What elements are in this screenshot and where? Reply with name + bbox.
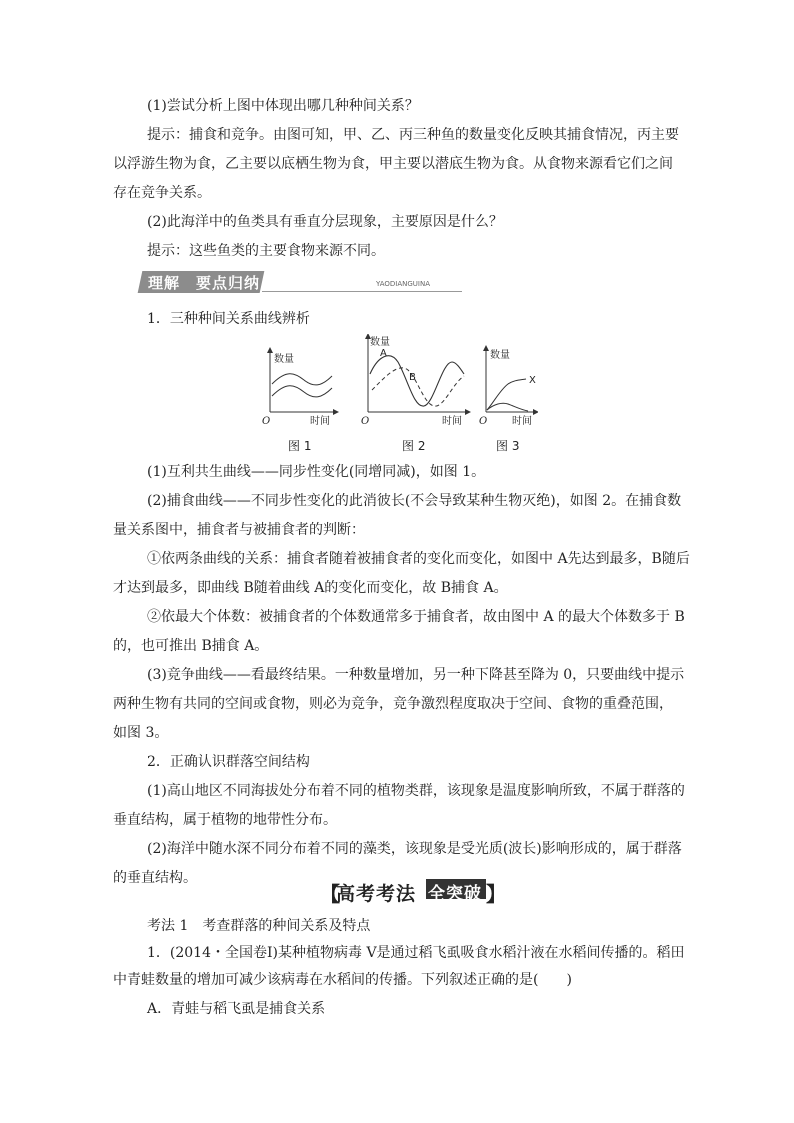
answer-1-line-2: 以浮游生物为食，乙主要以底栖生物为食，甲主要以潜底生物为食。从食物来源看它们之间 (113, 156, 673, 172)
s1-p3-line-1: ①依两条曲线的关系：捕食者随着被捕食者的变化而变化，如图中 A先达到最多，B随后 (147, 551, 690, 567)
answer-2: 提示：这些鱼类的主要食物来源不同。 (147, 243, 385, 259)
fig2-label-a: A (380, 348, 387, 359)
s1-p3-line-2: 才达到最多，即曲线 B随着曲线 A的变化而变化，故 B捕食 A。 (113, 580, 508, 596)
fig3-origin: O (479, 416, 488, 427)
heading-bracket-open: 【 (320, 882, 340, 906)
fig3-curve-other (487, 403, 528, 411)
banner-subtitle: YAODIANGUINA (376, 280, 431, 288)
banner-underline (262, 291, 462, 292)
answer-1-line-1: 提示：捕食和竞争。由图可知，甲、乙、丙三种鱼的数量变化反映其捕食情况，丙主要 (147, 127, 679, 143)
figures-diagram (258, 334, 538, 459)
s1-p2-line-1: (2)捕食曲线——不同步性变化的此消彼长(不会导致某种生物灭绝)，如图 2。在捕食数 (147, 493, 682, 509)
fig1-curve-upper (272, 374, 332, 385)
s1-p1: (1)互利共生曲线——同步性变化(同增同减)，如图 1。 (147, 464, 486, 480)
kaofa-title: 考法 1 考查群落的种间关系及特点 (147, 918, 371, 934)
fig2-caption: 图 2 (402, 439, 426, 453)
fig2-label-b: B (409, 372, 416, 383)
answer-1-line-3: 存在竞争关系。 (113, 185, 211, 201)
figure-3 (479, 348, 536, 453)
figure-1 (262, 350, 336, 453)
s2-p2-line-2: 的垂直结构。 (113, 870, 197, 886)
heading-bracket-close: 】 (486, 882, 506, 906)
s1-p4-line-2: 的，也可推出 B捕食 A。 (113, 638, 269, 654)
s2-p1-line-1: (1)高山地区不同海拔处分布着不同的植物类群，该现象是温度影响所致，不属于群落的 (147, 783, 685, 799)
banner-part-2: 要点归纳 (196, 274, 261, 292)
heading-inverse-text: 全突破 (428, 884, 482, 904)
fig3-xlabel: 时间 (512, 416, 532, 427)
s2-title: 2．正确认识群落空间结构 (147, 754, 310, 770)
fig1-caption: 图 1 (288, 439, 312, 453)
question-1: (1)尝试分析上图中体现出哪几种种间关系？ (147, 98, 419, 114)
figure-2 (361, 335, 468, 453)
fig1-ylabel: 数量 (274, 354, 294, 365)
s1-p5-line-1: (3)竞争曲线——看最终结果。一种数量增加，另一种下降甚至降为 0，只要曲线中提示 (147, 667, 685, 683)
option-a: A．青蛙与稻飞虱是捕食关系 (147, 1001, 326, 1017)
fig3-ylabel: 数量 (490, 350, 510, 361)
fig3-label-x: X (529, 375, 536, 386)
s1-p4-line-1: ②依最大个体数：被捕食者的个体数通常多于捕食者，故由图中 A 的最大个体数多于 B (147, 609, 685, 625)
banner-part-1: 理解 (148, 274, 181, 292)
kaofa-question-line-1: 1．(2014・全国卷Ⅰ)某种植物病毒 V是通过稻飞虱吸食水稻汁液在水稻间传播的。稻田 (147, 945, 685, 961)
s1-p5-line-3: 如图 3。 (113, 725, 169, 741)
fig1-xlabel: 时间 (310, 416, 330, 427)
heading-text: 高考考法 (336, 883, 417, 905)
kaofa-question-line-2: 中青蛙数量的增加可减少该病毒在水稻间的传播。下列叙述正确的是( ) (113, 972, 572, 988)
s1-p5-line-2: 两种生物有共同的空间或食物，则必为竞争，竞争激烈程度取决于空间、食物的重叠范围， (113, 696, 673, 712)
fig2-ylabel: 数量 (370, 337, 390, 348)
section-heading (320, 878, 506, 906)
fig2-curve-a (370, 356, 464, 406)
section-banner (140, 271, 462, 293)
s2-p1-line-2: 垂直结构，属于植物的地带性分布。 (113, 812, 337, 828)
fig3-caption: 图 3 (496, 439, 520, 453)
fig1-origin: O (262, 416, 271, 427)
s1-p2-line-2: 量关系图中，捕食者与被捕食者的判断： (113, 522, 365, 538)
fig1-curve-lower (272, 386, 332, 397)
question-2: (2)此海洋中的鱼类具有垂直分层现象，主要原因是什么？ (147, 214, 503, 230)
fig2-curve-b (372, 368, 464, 406)
fig2-origin: O (361, 416, 370, 427)
s1-title: 1．三种种间关系曲线辨析 (147, 311, 310, 327)
fig2-xlabel: 时间 (442, 416, 462, 427)
s2-p2-line-1: (2)海洋中随水深不同分布着不同的藻类，该现象是受光质(波长)影响形成的，属于群落 (147, 841, 682, 857)
